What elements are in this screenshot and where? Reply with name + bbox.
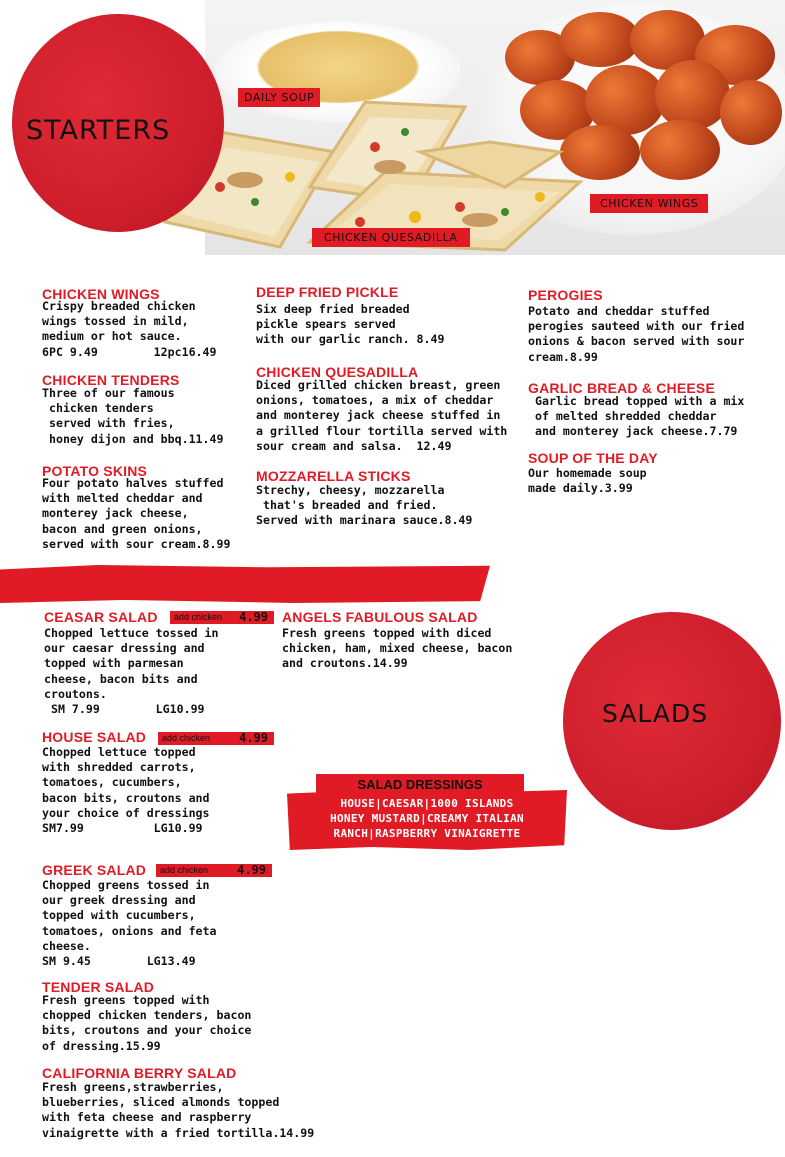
salad-description: Chopped lettuce tossed in our caesar dressing and topped with parmesan cheese, bacon bits and croutons. SM 7.99 LG10.99 — [44, 626, 219, 717]
salads-heading: SALADS — [602, 699, 709, 728]
starter-description: Crispy breaded chicken wings tossed in mild, medium or hot sauce. 6PC 9.49 12pc16.49 — [42, 299, 217, 359]
salad-name: HOUSE SALAD — [42, 729, 147, 745]
starter-name: PEROGIES — [528, 287, 603, 303]
add-chicken-badge — [156, 864, 272, 877]
starter-description: Diced grilled chicken breast, green onions, tomatoes, a mix of cheddar and monterey jack cheese stuffed in a grilled flour tortilla served with sour cream and salsa. 12.49 — [256, 378, 508, 453]
salad-name: CEASAR SALAD — [44, 609, 158, 625]
starter-description: Potato and cheddar stuffed perogies sauteed with our fried onions & bacon served with sour cream.8.99 — [528, 304, 745, 364]
dressings-title: SALAD DRESSINGS — [357, 777, 483, 792]
starter-name: DEEP FRIED PICKLE — [256, 284, 399, 300]
starter-description: Garlic bread topped with a mix of melted shredded cheddar and monterey jack cheese.7.79 — [534, 394, 745, 439]
starter-description: Strechy, cheesy, mozzarella that's breaded and fried. Served with marinara sauce.8.49 — [256, 483, 473, 528]
salad-description: Fresh greens topped with diced chicken, ham, mixed cheese, bacon and croutons.14.99 — [282, 626, 513, 671]
salad-name: TENDER SALAD — [42, 979, 155, 995]
chicken-wings-label: CHICKEN WINGS — [590, 194, 708, 213]
starter-name: POTATO SKINS — [42, 463, 148, 479]
salad-name: ANGELS FABULOUS SALAD — [282, 609, 478, 625]
starter-name: CHICKEN QUESADILLA — [256, 364, 419, 380]
dressing-option-line: HOUSE|CAESAR|1000 ISLANDS — [340, 797, 514, 810]
daily-soup-label: DAILY SOUP — [238, 88, 320, 107]
starter-description: Six deep fried breaded pickle spears served with our garlic ranch. 8.49 — [256, 302, 445, 347]
add-chicken-badge — [158, 732, 274, 745]
starter-name: MOZZARELLA STICKS — [256, 468, 411, 484]
starter-description: Three of our famous chicken tenders served with fries, honey dijon and bbq.11.49 — [42, 386, 224, 446]
salad-name: CALIFORNIA BERRY SALAD — [42, 1065, 237, 1081]
add-chicken-price: 4.99 — [239, 731, 268, 745]
add-chicken-label: add chicken — [162, 733, 211, 743]
add-chicken-label: add chicken — [174, 612, 223, 622]
salad-description: Fresh greens topped with chopped chicken tenders, bacon bits, croutons and your choice of dressing.15.99 — [42, 993, 252, 1053]
add-chicken-price: 4.99 — [237, 863, 266, 877]
chicken-quesadilla-label: CHICKEN QUESADILLA — [312, 228, 470, 247]
salad-description: Chopped greens tossed in our greek dressing and topped with cucumbers, tomatoes, onions and feta cheese. SM 9.45 LG13.49 — [42, 878, 217, 969]
add-chicken-badge — [170, 611, 274, 624]
starter-description: Four potato halves stuffed with melted cheddar and monterey jack cheese, bacon and green onions, served with sour cream.8.99 — [42, 476, 231, 551]
salad-name: GREEK SALAD — [42, 862, 147, 878]
starters-heading: STARTERS — [26, 115, 171, 146]
starter-description: Our homemade soup made daily.3.99 — [528, 466, 647, 496]
salad-description: Chopped lettuce topped with shredded carrots, tomatoes, cucumbers, bacon bits, croutons and your choice of dressings SM7.99 LG10.99 — [42, 745, 210, 836]
salad-description: Fresh greens,strawberries, blueberries, sliced almonds topped with feta cheese and raspberry vinaigrette with a fried tortilla.14.99 — [42, 1080, 315, 1140]
starter-name: CHICKEN TENDERS — [42, 372, 180, 388]
starter-name: SOUP OF THE DAY — [528, 450, 658, 466]
starter-name: GARLIC BREAD & CHEESE — [528, 380, 715, 396]
dressing-option-line: HONEY MUSTARD|CREAMY ITALIAN — [330, 812, 524, 825]
add-chicken-label: add chicken — [160, 865, 209, 875]
add-chicken-price: 4.99 — [239, 610, 268, 624]
dressing-option-line: RANCH|RASPBERRY VINAIGRETTE — [333, 827, 521, 840]
starter-name: CHICKEN WINGS — [42, 286, 160, 302]
section-divider-brush — [0, 565, 490, 603]
